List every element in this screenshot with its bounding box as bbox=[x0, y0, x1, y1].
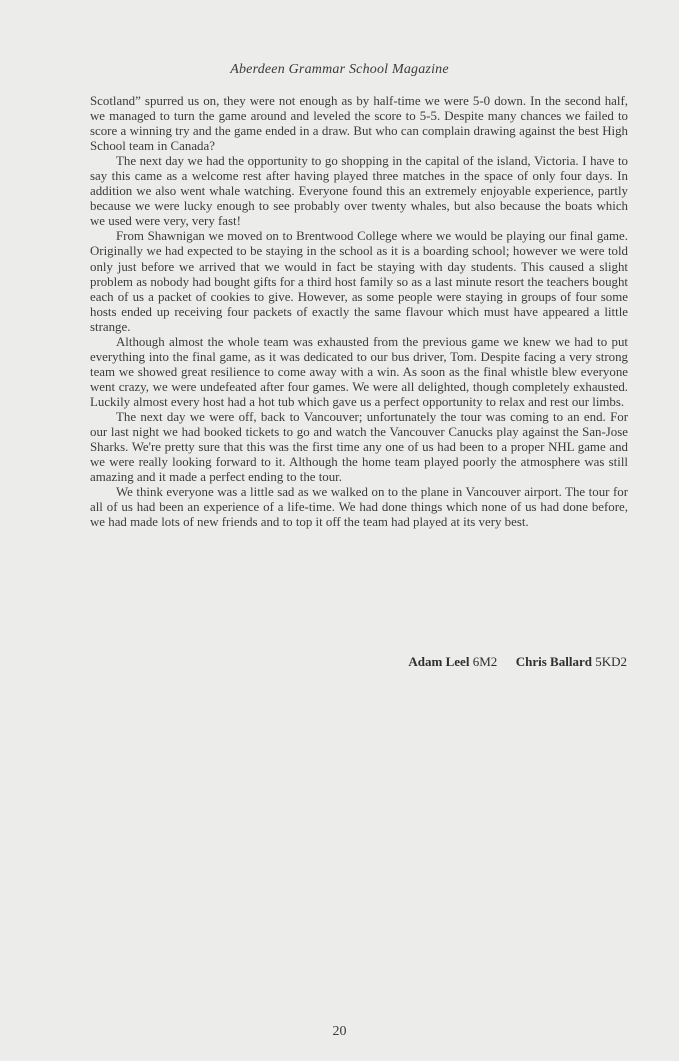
author-class: 5KD2 bbox=[595, 654, 627, 669]
article-paragraph: The next day we had the opportunity to go shopping in the capital of the island, Victoria. I have to say this came as a welcome rest after having played three matches in the space of only four days. In addition we also went whale watching. Everyone found this an extremely enjoyable experience, partly because we were lucky enough to see probably over twenty whales, but also because the boats which we used were very, very fast! bbox=[90, 154, 628, 229]
author-class: 6M2 bbox=[472, 654, 498, 669]
article-paragraph: From Shawnigan we moved on to Brentwood College where we would be playing our final game. Originally we had expected to be staying in the school as it is a boarding school; however we were told only just before we arrived that we would in fact be staying with day students. This caused a slight problem as nobody had bought gifts for a third host family so as a last minute resort the teachers bought each of us a packet of cookies to give. However, as some people were staying in groups of four some hosts ended up receiving four packets of exactly the same flavour which must have appeared a little strange. bbox=[90, 229, 628, 334]
article-paragraph: Scotland” spurred us on, they were not enough as by half-time we were 5-0 down. In the second half, we managed to turn the game around and leveled the score to 5-5. Despite many chances we failed to score a winning try and the game ended in a draw. But who can complain drawing against the best High School team in Canada? bbox=[90, 94, 628, 154]
article-paragraph: We think everyone was a little sad as we walked on to the plane in Vancouver airport. The tour for all of us had been an experience of a life-time. We had done things which none of us had done before, we had made lots of new friends and to top it off the team had played at its very best. bbox=[90, 485, 628, 530]
author-signature bbox=[408, 654, 627, 670]
article-paragraph: The next day we were off, back to Vancouver; unfortunately the tour was coming to an end. For our last night we had booked tickets to go and watch the Vancouver Canucks play against the San-Jose Sharks. We're pretty sure that this was the first time any one of us had been to a proper NHL game and we were really looking forward to it. Although the home team played poorly the atmosphere was still amazing and it made a perfect ending to the tour. bbox=[90, 409, 628, 485]
author-name: Adam Leel bbox=[408, 654, 470, 669]
running-header: Aberdeen Grammar School Magazine bbox=[230, 62, 449, 77]
page-number: 20 bbox=[332, 1024, 347, 1039]
author-name: Chris Ballard bbox=[515, 654, 592, 669]
article-paragraph: Although almost the whole team was exhausted from the previous game we knew we had to put everything into the final game, as it was dedicated to our bus driver, Tom. Despite facing a very strong team we showed great resilience to come away with a win. As soon as the final whistle blew everyone went crazy, we were undefeated after four games. We were all delighted, though completely exhausted. Luckily almost every host had a hot tub which gave us a perfect opportunity to relax and rest our limbs. bbox=[90, 334, 628, 409]
article-body bbox=[90, 94, 628, 530]
